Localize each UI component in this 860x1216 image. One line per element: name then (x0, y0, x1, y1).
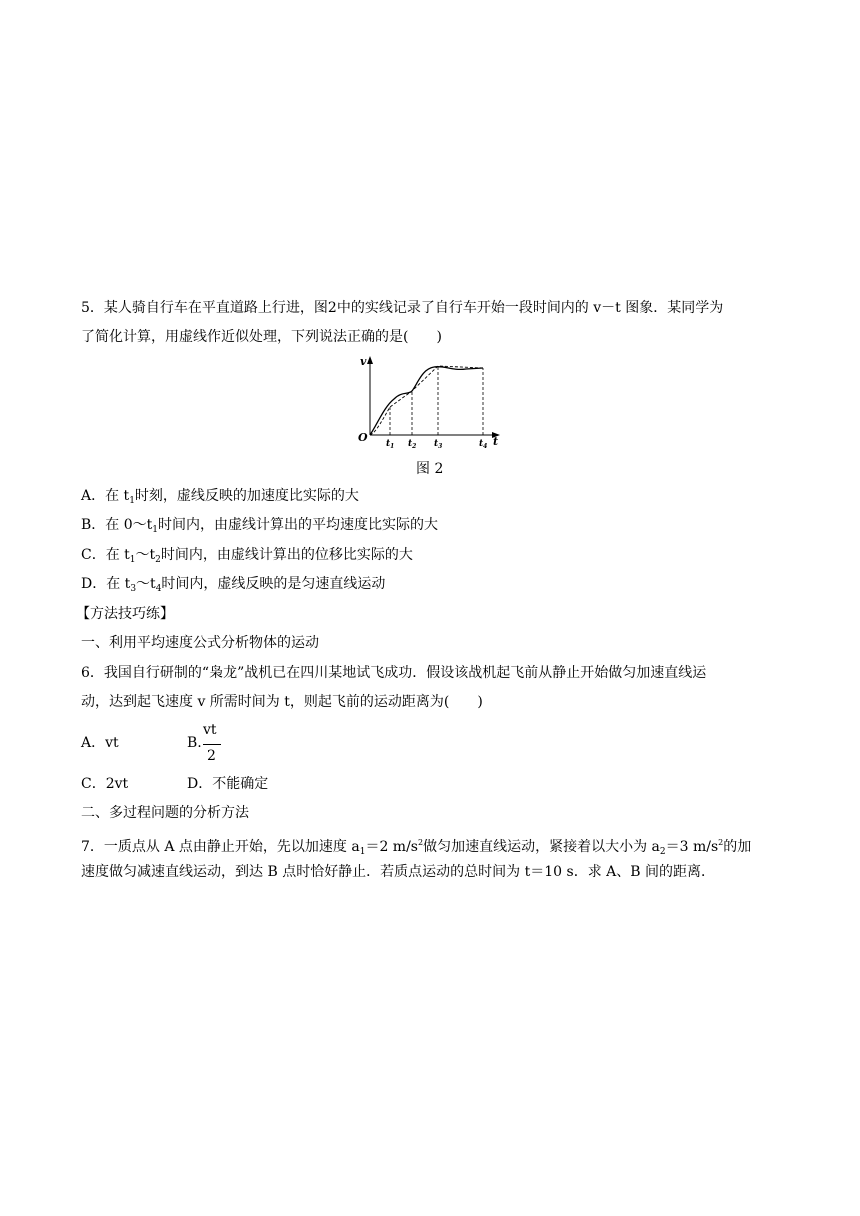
x-axis-label: t (493, 435, 499, 448)
y-axis-label: v (360, 355, 367, 368)
tick-label-t1: $t_1$ (386, 439, 395, 450)
y-axis-arrow (367, 356, 373, 364)
q5-line1: 5．某人骑自行车在平直道路上行进，图2中的实线记录了自行车开始一段时间内的 v－t 图象．某同学为 (81, 300, 724, 316)
q5-option-d: D．在 $t_3\sim t_4$时间内，虚线反映的是匀速直线运动 (81, 576, 386, 594)
q6-option-c: C．2vt (81, 776, 129, 792)
fraction-numerator: vt (203, 722, 217, 738)
subsection-1: 一、利用平均速度公式分析物体的运动 (81, 635, 319, 651)
tick-label-t3: $t_3$ (434, 439, 443, 450)
approx-dashed (370, 366, 483, 435)
tick-label-t2: $t_2$ (408, 439, 417, 450)
figure-caption: 图 2 (416, 461, 444, 477)
q6-line1: 6．我国自行研制的“枭龙”战机已在四川某地试飞成功．假设该战机起飞前从静止开始做匀加速直线运 (81, 665, 707, 681)
q5-option-b: B．在 $0\sim t_1$时间内，由虚线计算出的平均速度比实际的大 (81, 517, 439, 535)
subsection-2: 二、多过程问题的分析方法 (81, 805, 249, 821)
fraction-denominator: 2 (207, 748, 216, 764)
fraction-bar (203, 744, 221, 745)
q5-option-a: A．在 $t_1$时刻，虚线反映的加速度比实际的大 (81, 488, 359, 506)
vt-graph-figure (356, 355, 506, 455)
q6-option-a: A．vt (81, 735, 119, 751)
q5-line2: 了简化计算，用虚线作近似处理，下列说法正确的是( ) (81, 329, 442, 345)
q7-line2: 速度做匀减速直线运动，到达 B 点时恰好静止．若质点运动的总时间为 t＝10 s．求 A、B 间的距离． (81, 864, 716, 880)
q6-option-b-label: B. (187, 735, 202, 751)
q7-line1: 7．一质点从 A 点由静止开始，先以加速度 $a_1=2$ $m/s^2$做匀加速直线运动，紧接着以大小为 $a_2=3$ $m/s^2$的加 (81, 838, 752, 857)
origin-label: O (358, 431, 368, 444)
q6-line2: 动，达到起飞速度 v 所需时间为 t，则起飞前的运动距离为( ) (81, 694, 483, 710)
q5-option-c: C．在 $t_1\sim t_2$时间内，由虚线计算出的位移比实际的大 (81, 547, 413, 565)
q6-option-d: D．不能确定 (187, 776, 269, 792)
section-header: 【方法技巧练】 (76, 606, 174, 622)
tick-label-t4: $t_4$ (479, 439, 488, 450)
